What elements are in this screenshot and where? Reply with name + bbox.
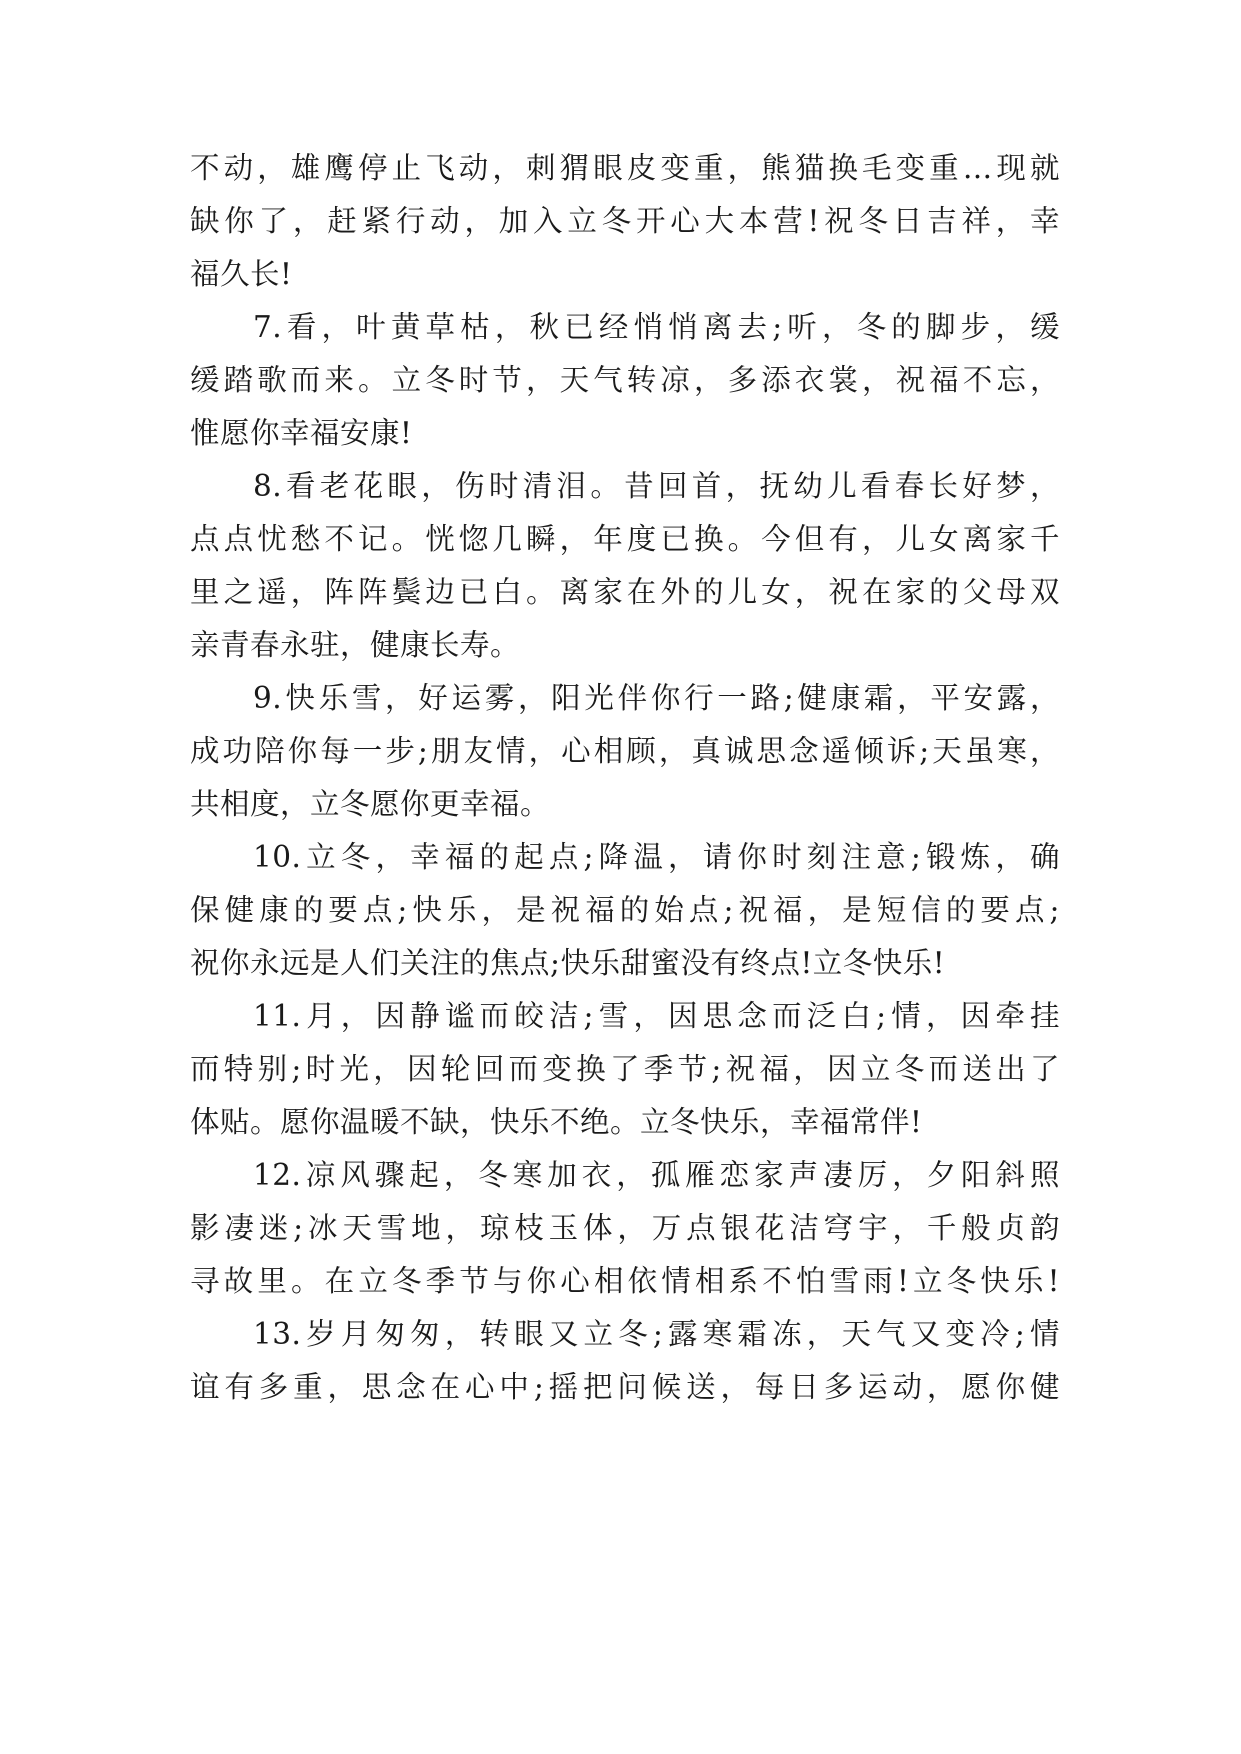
- text-line: 成功陪你每一步;朋友情，心相顾，真诚思念遥倾诉;天虽寒，: [190, 734, 1060, 768]
- text-line: 谊有多重，思念在心中;摇把问候送，每日多运动，愿你健: [190, 1370, 1060, 1404]
- text-line: 12.凉风骤起，冬寒加衣，孤雁恋家声凄厉，夕阳斜照: [253, 1158, 1060, 1192]
- text-line: 9.快乐雪，好运雾，阳光伴你行一路;健康霜，平安露，: [253, 681, 1060, 715]
- text-line: 10.立冬，幸福的起点;降温，请你时刻注意;锻炼，确: [253, 840, 1060, 874]
- text-line: 影凄迷;冰天雪地，琼枝玉体，万点银花洁穹宇，千般贞韵: [190, 1211, 1060, 1245]
- text-line: 保健康的要点;快乐，是祝福的始点;祝福，是短信的要点;: [190, 893, 1060, 927]
- text-line: 惟愿你幸福安康!: [190, 416, 413, 450]
- text-line: 8.看老花眼，伤时清泪。昔回首，抚幼儿看春长好梦，: [253, 469, 1060, 503]
- text-line: 亲青春永驻，健康长寿。: [190, 628, 521, 662]
- text-line: 里之遥，阵阵鬓边已白。离家在外的儿女，祝在家的父母双: [190, 575, 1060, 609]
- text-line: 不动，雄鹰停止飞动，刺猬眼皮变重，熊猫换毛变重…现就: [190, 151, 1060, 185]
- text-line: 7.看，叶黄草枯，秋已经悄悄离去;听，冬的脚步，缓: [253, 310, 1060, 344]
- text-line: 福久长!: [190, 257, 293, 291]
- text-line: 点点忧愁不记。恍惚几瞬，年度已换。今但有，儿女离家千: [190, 522, 1060, 556]
- text-line: 共相度，立冬愿你更幸福。: [190, 787, 551, 821]
- text-line: 缓踏歌而来。立冬时节，天气转凉，多添衣裳，祝福不忘，: [190, 363, 1060, 397]
- text-line: 寻故里。在立冬季节与你心相依情相系不怕雪雨!立冬快乐!: [190, 1264, 1060, 1298]
- text-line: 祝你永远是人们关注的焦点;快乐甜蜜没有终点!立冬快乐!: [190, 946, 946, 980]
- text-line: 体贴。愿你温暖不缺，快乐不绝。立冬快乐，幸福常伴!: [190, 1105, 923, 1139]
- text-line: 11.月，因静谧而皎洁;雪，因思念而泛白;情，因牵挂: [253, 999, 1060, 1033]
- text-line: 缺你了，赶紧行动，加入立冬开心大本营!祝冬日吉祥，幸: [190, 204, 1060, 238]
- text-line: 而特别;时光，因轮回而变换了季节;祝福，因立冬而送出了: [190, 1052, 1060, 1086]
- text-line: 13.岁月匆匆，转眼又立冬;露寒霜冻，天气又变冷;情: [253, 1317, 1060, 1351]
